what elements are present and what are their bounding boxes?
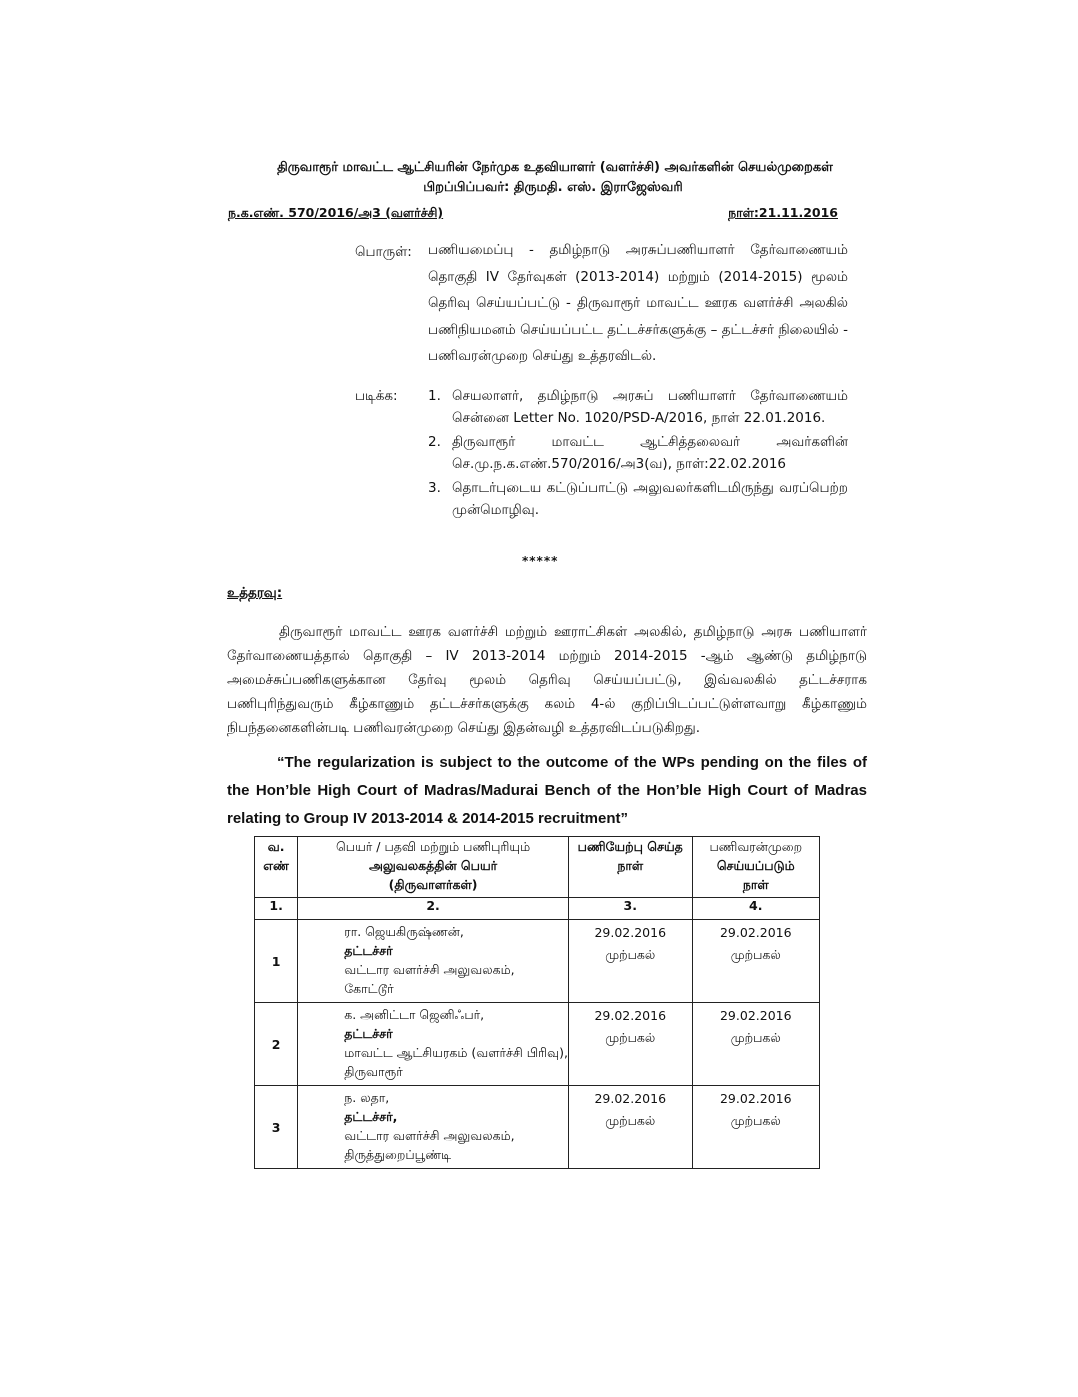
regularization-date: 29.02.2016 [719,1008,792,1023]
regularization-date: 29.02.2016 [719,1091,792,1106]
reference-text-2: திருவாரூர் மாவட்ட ஆட்சித்தலைவர் அவர்களின் செ.மு.ந.க.எண்.570/2016/அ3(வ), நாள்:22.02.2016 [452,434,848,472]
header-reg-line2: செய்யப்படும் [716,858,795,873]
column-number: 2. [298,898,569,920]
reference-item [428,385,848,429]
employee-name: ந. லதா, [344,1090,390,1105]
row-serial: 1 [255,920,298,1003]
header-name-line1: பெயர் / பதவி மற்றும் பணிபுரியும் [336,839,531,854]
reference-number-2: 2. [428,434,441,450]
employee-office: வட்டார வளர்ச்சி அலுவலகம், [344,1128,515,1143]
employee-office: மாவட்ட ஆட்சியரகம் (வளர்ச்சி பிரிவு), [344,1045,568,1060]
employee-post: தட்டச்சர் [344,1026,393,1041]
employee-post: தட்டச்சர் [344,943,393,958]
subject-text: பணியமைப்பு - தமிழ்நாடு அரசுப்பணியாளர் தேர்வாணையம் தொகுதி IV தேர்வுகள் (2013-2014) மற்றும் (2014-2015) மூலம் தெரிவு செய்யப்பட்டு - திருவாரூர் மாவட்ட ஊரக வளர்ச்சி அலகில் பணிநியமனம் செய்யப்பட்ட தட்டச்சர்களுக்கு – தட்டச்சர் நிலையில் - பணிவரன்முறை செய்து உத்தரவிடல். [428,242,848,364]
employee-name: க. அனிட்டா ஜெனிஃபர், [344,1007,485,1022]
order-paragraph: திருவாரூர் மாவட்ட ஊரக வளர்ச்சி மற்றும் ஊராட்சிகள் அலகில், தமிழ்நாடு அரசு பணியாளர் தேர்வாணையத்தால் தொகுதி – IV 2013-2014 மற்றும் 2014-2015 -ஆம் ஆண்டு தமிழ்நாடு அமைச்சுப்பணிகளுக்கான தேர்வு மூலம் தெரிவு செய்யப்பட்டு, இவ்வலகில் தட்டச்சராக பணிபுரிந்துவரும் கீழ்காணும் தட்டச்சர்களுக்கு கலம் 4-ல் குறிப்பிடப்பட்டுள்ளவாறு கீழ்காணும் நிபந்தனைகளின்படி பணிவரன்முறை செய்து இதன்வழி உத்தரவிடப்படுகிறது. [227,624,867,736]
column-number-row [255,898,820,920]
row-name-office [298,920,569,1003]
typists-table [254,836,820,1169]
header-issuer: பிறப்பிப்பவர்: திருமதி. எஸ். இராஜேஸ்வரி [423,180,683,195]
row-serial: 3 [255,1086,298,1169]
column-number: 3. [568,898,692,920]
row-regularization-date [692,920,819,1003]
header-serial: வ. எண் [255,837,298,898]
order-heading: உத்தரவு: [227,585,283,601]
regularization-date: 29.02.2016 [719,925,792,940]
header-regularization-date [692,837,819,898]
header-name-line3: (திருவாளர்கள்) [388,877,478,892]
employee-place: கோட்டூர் [344,981,394,996]
row-joining-date [568,1003,692,1086]
header-reg-line3: நாள் [742,877,769,892]
reference-item [428,431,848,475]
reference-text-3: தொடர்புடைய கட்டுப்பாட்டு அலுவலர்களிடமிருந்து வரப்பெற்ற முன்மொழிவு. [452,480,848,518]
reference-number: ந.க.எண். 570/2016/அ3 (வளர்ச்சி) [228,205,444,220]
joining-session: முற்பகல் [605,1113,656,1128]
row-regularization-date [692,1086,819,1169]
section-separator: ***** [522,554,559,568]
column-number: 4. [692,898,819,920]
header-name-line2: அலுவலகத்தின் பெயர் [368,858,498,873]
references-label: படிக்க: [355,388,398,404]
header-name-office [298,837,569,898]
table-header-row [255,837,820,898]
table-row [255,920,820,1003]
row-joining-date [568,1086,692,1169]
joining-date: 29.02.2016 [594,1091,667,1106]
employee-place: திருத்துறைப்பூண்டி [344,1147,452,1162]
reference-number-3: 3. [428,480,441,496]
order-date: நாள்:21.11.2016 [728,205,838,220]
reference-number-1: 1. [428,388,441,404]
header-title: திருவாரூர் மாவட்ட ஆட்சியரின் நேர்முக உதவியாளர் (வளர்ச்சி) அவர்களின் செயல்முறைகள் [277,160,833,175]
reference-text-1: செயலாளர், தமிழ்நாடு அரசுப் பணியாளர் தேர்வாணையம் சென்னை Letter No. 1020/PSD-A/2016, நாள் 22.01.2016. [452,388,848,426]
row-joining-date [568,920,692,1003]
employee-post: தட்டச்சர், [344,1109,398,1124]
regularization-condition: “The regularization is subject to the outcome of the WPs pending on the files of the Hon’ble High Court of Madras/Madurai Bench of the Hon’ble High Court of Madras relating to Group IV 2013-2014 & 2014-2015 recruitment” [227,754,867,827]
employee-name: ரா. ஜெயகிருஷ்ணன், [344,924,464,939]
regularization-session: முற்பகல் [730,947,781,962]
table-row [255,1003,820,1086]
regularization-session: முற்பகல் [730,1113,781,1128]
header-joining-date: பணியேற்பு செய்த நாள் [568,837,692,898]
header-reg-line1: பணிவரன்முறை [709,839,803,854]
joining-session: முற்பகல் [605,947,656,962]
employee-place: திருவாரூர் [344,1064,403,1079]
joining-session: முற்பகல் [605,1030,656,1045]
row-name-office [298,1003,569,1086]
subject-label: பொருள்: [355,244,412,260]
joining-date: 29.02.2016 [594,1008,667,1023]
row-name-office [298,1086,569,1169]
joining-date: 29.02.2016 [594,925,667,940]
regularization-session: முற்பகல் [730,1030,781,1045]
employee-office: வட்டார வளர்ச்சி அலுவலகம், [344,962,515,977]
row-regularization-date [692,1003,819,1086]
column-number: 1. [255,898,298,920]
reference-item [428,477,848,521]
row-serial: 2 [255,1003,298,1086]
table-row [255,1086,820,1169]
references-list [428,385,848,523]
